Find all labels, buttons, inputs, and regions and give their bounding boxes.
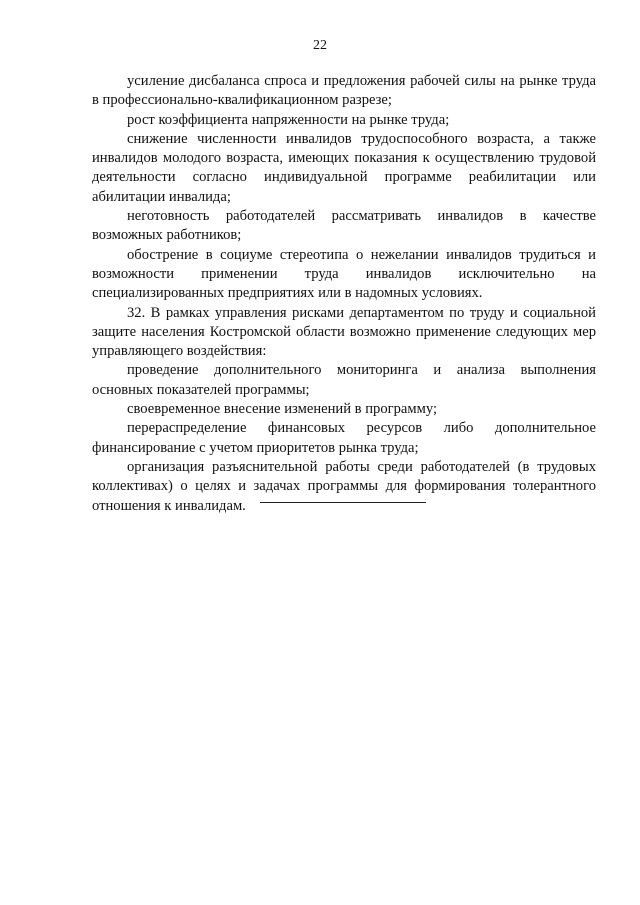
paragraph-disabled-decrease: снижение численности инвалидов трудоспособного возраста, а также инвалидов молодого возраста, имеющих показания к осуществлению трудовой деятельности согласно индивидуальной программе реабилитации или абилитации инвалида; [92,130,596,205]
document-body [92,72,596,516]
end-of-document-rule [260,502,426,503]
paragraph-explanatory-work: организация разъяснительной работы среди работодателей (в трудовых коллективах) о целях и задачах программы для формирования толерантного отношения к инвалидам. [92,458,596,514]
page-number: 22 [313,38,327,53]
paragraph-tension-coefficient: рост коэффициента напряженности на рынке труда; [127,111,450,128]
paragraph-monitoring: проведение дополнительного мониторинга и анализа выполнения основных показателей программы; [92,362,596,398]
paragraph-redistribution: перераспределение финансовых ресурсов либо дополнительное финансирование с учетом приоритетов рынка труда; [92,420,596,456]
paragraph-stereotype: обострение в социуме стереотипа о нежелании инвалидов трудиться и возможности применении труда инвалидов исключительно на специализированных предприятиях или в надомных условиях. [92,246,596,302]
paragraph-item-32: 32. В рамках управления рисками департаментом по труду и социальной защите населения Костромской области возможно применение следующих мер управляющего воздействия: [92,304,596,360]
paragraph-program-changes: своевременное внесение изменений в программу; [127,401,438,418]
paragraph-labor-imbalance: усиление дисбаланса спроса и предложения рабочей силы на рынке труда в профессионально-квалификационном разрезе; [92,73,596,109]
paragraph-employer-unreadiness: неготовность работодателей рассматривать инвалидов в качестве возможных работников; [92,208,596,244]
